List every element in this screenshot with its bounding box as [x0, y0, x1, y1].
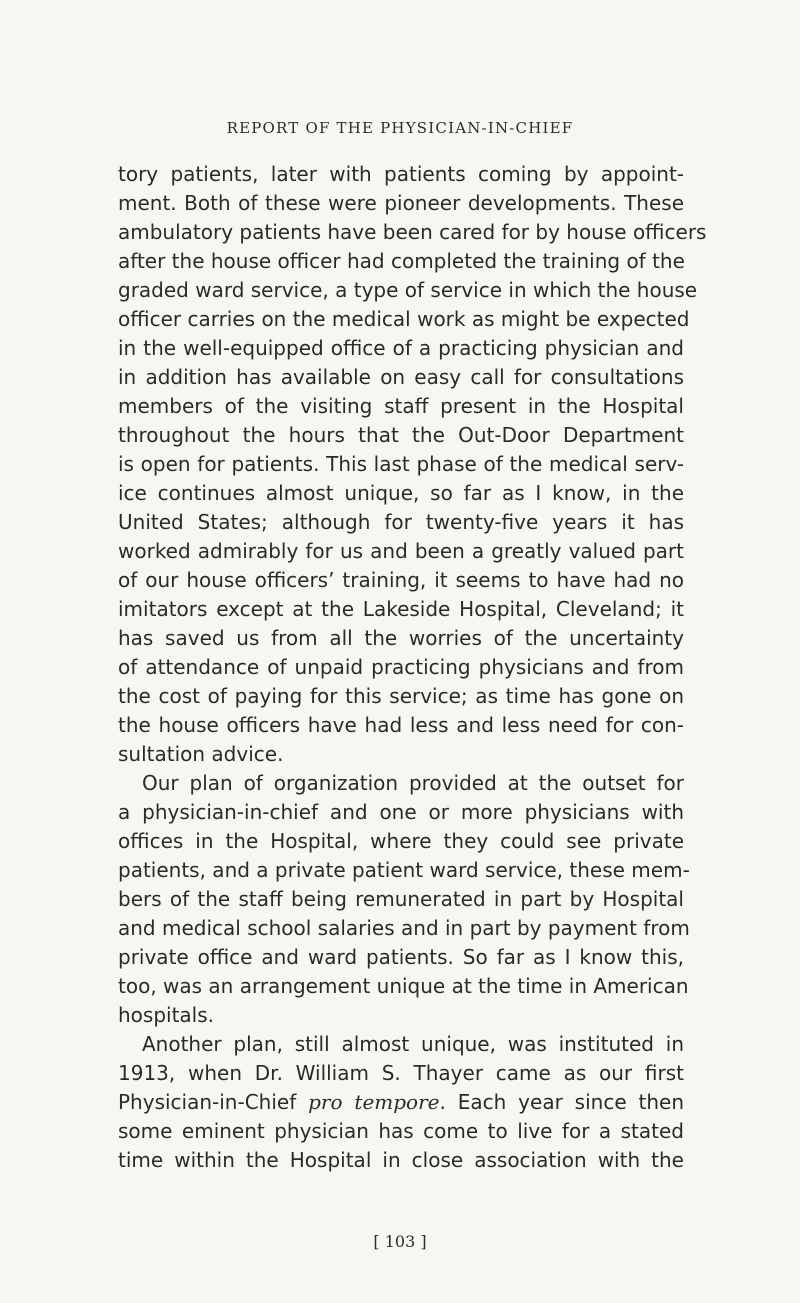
text-line: the cost of paying for this service; as time has gone on	[118, 684, 684, 708]
text-line: after the house officer had completed the training of the	[118, 249, 685, 273]
running-head: REPORT OF THE PHYSICIAN-IN-CHIEF	[226, 119, 574, 137]
text-line: in addition has available on easy call for consultations	[118, 365, 684, 389]
text-line: members of the visiting staff present in the Hospital	[118, 394, 684, 418]
text-line: bers of the staff being remunerated in part by Hospital	[118, 887, 684, 911]
text-line: is open for patients. This last phase of the medical serv-	[118, 452, 684, 476]
italic-phrase: pro tempore	[308, 1090, 440, 1114]
text-line: in the well-equipped office of a practicing physician and	[118, 336, 684, 360]
text-segment: Physician-in-Chief	[118, 1090, 309, 1114]
text-line: and medical school salaries and in part by payment from	[118, 916, 690, 940]
text-line: graded ward service, a type of service in which the house	[118, 278, 698, 302]
page-number: [ 103 ]	[373, 1232, 427, 1251]
text-line: sultation advice.	[118, 742, 284, 766]
text-line: officer carries on the medical work as might be expected	[118, 307, 690, 331]
text-line: a physician-in-chief and one or more physicians with	[118, 800, 684, 824]
text-line: has saved us from all the worries of the uncertainty	[118, 626, 684, 650]
text-line: ment. Both of these were pioneer developments. These	[118, 191, 684, 215]
text-line: tory patients, later with patients coming by appoint-	[118, 162, 684, 186]
text-line: imitators except at the Lakeside Hospital, Cleveland; it	[118, 597, 684, 621]
text-line: too, was an arrangement unique at the time in American	[118, 974, 689, 998]
body-text	[118, 160, 707, 1175]
text-line: offices in the Hospital, where they could see private	[118, 829, 684, 853]
text-line: throughout the hours that the Out-Door Department	[118, 423, 684, 447]
text-line: worked admirably for us and been a greatly valued part	[118, 539, 684, 563]
text-segment: . Each year since then	[439, 1090, 685, 1114]
text-line: Another plan, still almost unique, was instituted in	[142, 1032, 684, 1056]
paragraph-3	[118, 1030, 684, 1175]
text-line: private office and ward patients. So far as I know this,	[118, 945, 684, 969]
text-line: Our plan of organization provided at the outset for	[142, 771, 684, 795]
text-line: ice continues almost unique, so far as I know, in the	[118, 481, 684, 505]
text-line: ambulatory patients have been cared for by house officers	[118, 220, 707, 244]
text-line: United States; although for twenty-five years it has	[118, 510, 684, 534]
text-line: of attendance of unpaid practicing physicians and from	[118, 655, 684, 679]
text-line: hospitals.	[118, 1003, 215, 1027]
text-line: 1913, when Dr. William S. Thayer came as our first	[118, 1061, 684, 1085]
paragraph-1	[118, 160, 707, 769]
text-line: time within the Hospital in close association with the	[118, 1148, 684, 1172]
text-line: the house officers have had less and less need for con-	[118, 713, 684, 737]
text-line: some eminent physician has come to live for a stated	[118, 1119, 684, 1143]
text-line: patients, and a private patient ward service, these mem-	[118, 858, 690, 882]
paragraph-2	[118, 769, 690, 1030]
text-line: of our house officers’ training, it seems to have had no	[118, 568, 684, 592]
text-line-mixed	[118, 1088, 684, 1117]
